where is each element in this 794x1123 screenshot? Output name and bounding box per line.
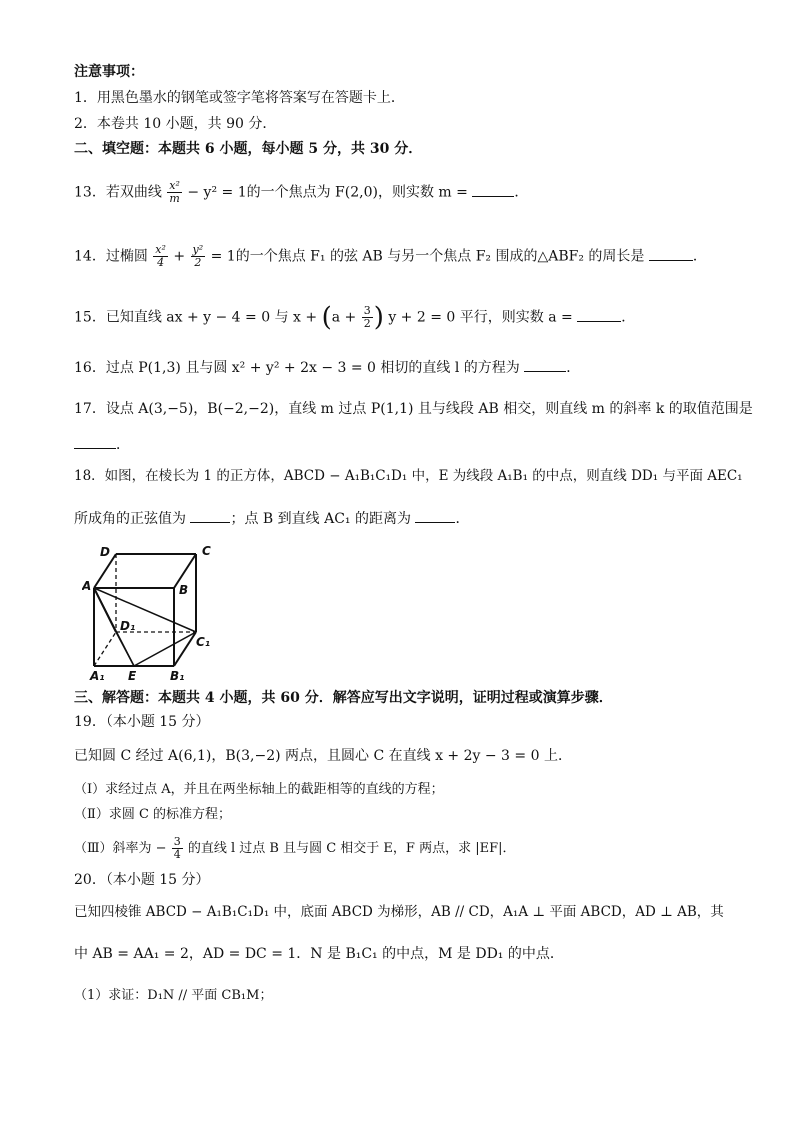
notice-item-1: 1．用黑色墨水的钢笔或签字笔将答案写在答题卡上． xyxy=(74,90,405,106)
q16-text-b: ． xyxy=(566,360,581,376)
q14-frac1-den: 4 xyxy=(157,256,165,269)
cube-figure xyxy=(82,544,222,682)
q13-text-c: ． xyxy=(514,184,529,201)
question-18 xyxy=(74,466,743,486)
q13-text-a: 13．若双曲线 xyxy=(74,184,162,201)
notice-heading: 注意事项： xyxy=(74,64,144,80)
q20-part-1: （1）求证：D₁N // 平面 CB₁M； xyxy=(74,988,273,1003)
label-C1: C₁ xyxy=(196,635,211,649)
q14-frac1-num: x² xyxy=(155,243,166,256)
q14-answer-blank xyxy=(649,246,693,261)
hidden-edge-A1-D1 xyxy=(94,632,116,666)
q14-fraction-2 xyxy=(191,244,206,269)
q18-text-b: 所成角的正弦值为 xyxy=(74,511,186,527)
q18-text-d: ． xyxy=(455,511,470,527)
label-A1: A₁ xyxy=(90,669,105,682)
q17-text-a: 17．设点 A(3,−5)，B(−2,−2)，直线 m 过点 P(1,1) 且与线段 AB 相交，则直线 m 的斜率 k 的取值范围是 xyxy=(74,401,753,417)
q19-part-2: （Ⅱ）求圆 C 的标准方程； xyxy=(74,807,232,822)
q14-text-a: 14．过椭圆 xyxy=(74,248,148,265)
q20-line-2: 中 AB = AA₁ = 2，AD = DC = 1．N 是 B₁C₁ 的中点，M 是 DD₁ 的中点． xyxy=(74,946,564,962)
q15-fraction xyxy=(362,305,373,330)
q15-answer-blank xyxy=(577,307,621,322)
q14-frac2-num: y² xyxy=(192,243,204,256)
q15-frac-num: 3 xyxy=(363,304,371,317)
q13-frac-den: m xyxy=(169,192,180,205)
label-C: C xyxy=(202,544,211,558)
q15-paren-open: ( xyxy=(321,302,332,333)
label-B1: B₁ xyxy=(170,669,185,682)
edge-B1-C1 xyxy=(174,632,196,666)
q13-frac-num: x² xyxy=(169,179,180,192)
q13-fraction xyxy=(167,180,182,205)
q15-text-b: a + xyxy=(331,309,357,326)
q15-text-a: 15．已知直线 ax + y − 4 = 0 与 x + xyxy=(74,309,318,326)
question-16 xyxy=(74,357,580,378)
label-E: E xyxy=(128,669,137,682)
q17-text-b: ． xyxy=(116,437,130,453)
q19-header: 19．（本小题 15 分） xyxy=(74,714,210,730)
q15-text-d: ． xyxy=(621,309,636,326)
q18-answer-blank-2 xyxy=(415,508,455,523)
q13-text-b: − y² = 1的一个焦点为 F(2,0)，则实数 m = xyxy=(187,184,468,201)
label-D1: D₁ xyxy=(120,619,136,633)
q19-p3-fraction xyxy=(172,836,183,861)
q19-p3-text-b: 的直线 l 过点 B 且与圆 C 相交于 E，F 两点，求 |EF|． xyxy=(187,841,516,856)
line-E-C1 xyxy=(134,632,196,666)
q18-text-a: 18．如图，在棱长为 1 的正方体，ABCD − A₁B₁C₁D₁ 中，E 为线段 A₁B₁ 的中点，则直线 DD₁ 与平面 AEC₁ xyxy=(74,468,743,484)
q18-text-c: ；点 B 到直线 AC₁ 的距离为 xyxy=(230,511,411,527)
question-17-cont xyxy=(74,434,130,455)
q14-text-b: = 1的一个焦点 F₁ 的弦 AB 与另一个焦点 F₂ 围成的△ABF₂ 的周长是 xyxy=(210,248,645,265)
question-13 xyxy=(74,180,528,205)
q19-p3-frac-num: 3 xyxy=(173,835,181,848)
notice-item-2: 2．本卷共 10 小题，共 90 分． xyxy=(74,116,277,132)
q15-paren-close: ) xyxy=(373,302,384,333)
label-B: B xyxy=(179,583,189,597)
q19-p3-text-a: （Ⅲ）斜率为 − xyxy=(74,841,167,856)
q16-answer-blank xyxy=(524,357,566,372)
q17-answer-blank xyxy=(74,434,116,449)
line-D1-E xyxy=(116,632,134,666)
q20-header: 20．（本小题 15 分） xyxy=(74,872,210,888)
q20-line-1: 已知四棱锥 ABCD − A₁B₁C₁D₁ 中，底面 ABCD 为梯形，AB // CD，A₁A ⊥ 平面 ABCD，AD ⊥ AB，其 xyxy=(74,904,724,920)
q19-part-3 xyxy=(74,836,515,861)
q14-plus: + xyxy=(173,248,186,265)
q14-text-c: ． xyxy=(692,248,707,265)
question-18-cont xyxy=(74,508,469,529)
q18-answer-blank-1 xyxy=(190,508,230,523)
q16-text-a: 16．过点 P(1,3) 且与圆 x² + y² + 2x − 3 = 0 相切的直线 l 的方程为 xyxy=(74,360,520,376)
label-D: D xyxy=(100,545,110,559)
q15-frac-den: 2 xyxy=(363,317,371,330)
edge-A-D xyxy=(94,554,116,588)
q14-fraction-1 xyxy=(153,244,168,269)
question-15 xyxy=(74,302,636,333)
section-2-title: 二、填空题：本题共 6 小题，每小题 5 分，共 30 分． xyxy=(74,141,423,157)
q13-answer-blank xyxy=(472,182,514,197)
section-3-title: 三、解答题：本题共 4 小题，共 60 分．解答应写出文字说明，证明过程或演算步骤． xyxy=(74,690,613,706)
question-14 xyxy=(74,244,707,269)
q15-text-c: y + 2 = 0 平行，则实数 a = xyxy=(388,309,573,326)
question-17 xyxy=(74,399,753,419)
q19-stem: 已知圆 C 经过 A(6,1)，B(3,−2) 两点，且圆心 C 在直线 x + 2y − 3 = 0 上． xyxy=(74,748,572,764)
q19-part-1: （Ⅰ）求经过点 A，并且在两坐标轴上的截距相等的直线的方程； xyxy=(74,782,444,797)
label-A: A xyxy=(82,579,92,593)
q14-frac2-den: 2 xyxy=(194,256,202,269)
q19-p3-frac-den: 4 xyxy=(173,848,181,861)
